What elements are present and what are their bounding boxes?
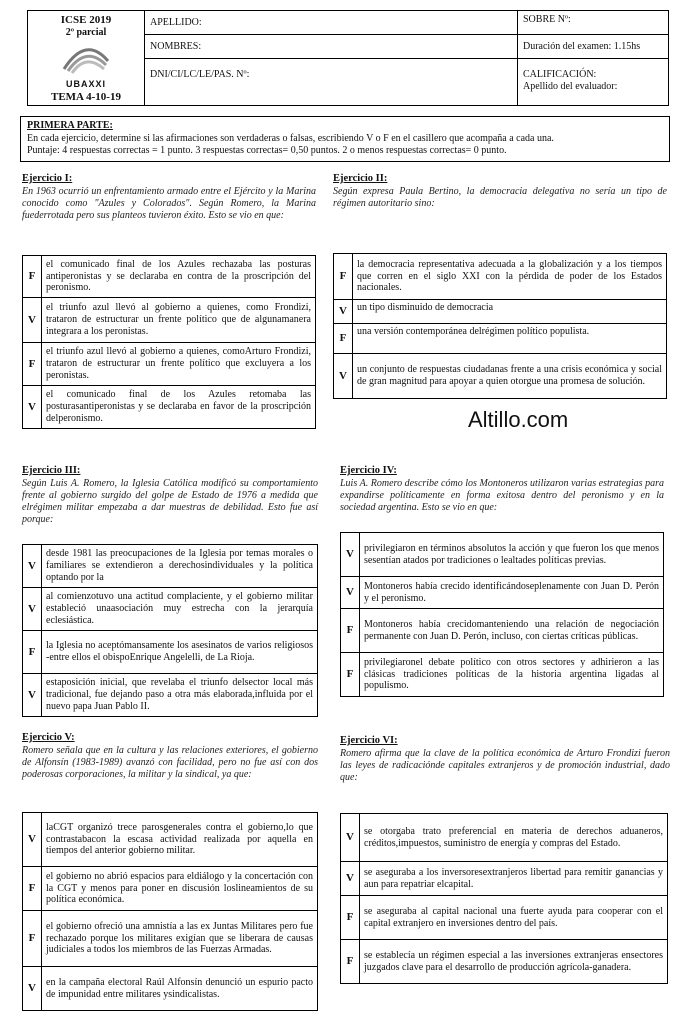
answer-cell[interactable]: F xyxy=(23,631,42,674)
tema-label: TEMA 4-10-19 xyxy=(51,90,121,103)
exercise-intro: Según expresa Paula Bertino, la democracia delegativa no sería un tipo de régimen autoritario sino: xyxy=(333,185,667,209)
exercise-5 xyxy=(22,732,318,781)
table-row xyxy=(334,324,667,354)
answer-cell[interactable]: F xyxy=(334,254,353,300)
answer-cell[interactable]: V xyxy=(334,354,353,399)
answer-cell[interactable]: V xyxy=(23,674,42,717)
statement-text: al comienzotuvo una actitud complaciente, y el gobierno militar estableció unaasociación muy estrecha con la jerarquía eclesiástica. xyxy=(42,588,318,631)
exercise-intro: Según Luis A. Romero, la Iglesia Católica modificó su comportamiento frente al gobierno surgido del golpe de Estado de 1976 a medida que elrégimen militar empezaba a dar muestras de debilidad. Esto fue así porque: xyxy=(22,477,318,526)
exercise-1-table xyxy=(22,255,316,429)
exercise-6-table xyxy=(340,813,668,984)
answer-cell[interactable]: V xyxy=(334,300,353,324)
answer-cell[interactable]: F xyxy=(341,940,360,984)
logo-cell xyxy=(27,10,145,106)
exercise-3-table xyxy=(22,544,318,717)
table-row xyxy=(23,343,316,386)
logo-text: UBAXXI xyxy=(65,79,106,90)
statement-text: laCGT organizó trece parosgenerales contra el gobierno,lo que contrastabacon la escasa actividad realizada por aquella en tiempos del anterior gobierno militar. xyxy=(42,813,318,867)
answer-cell[interactable]: F xyxy=(23,256,42,298)
statement-text: estaposición inicial, que revelaba el triunfo delsector local más tradicional, fue dejando paso a otra más elaborada,influida por el nuevo papa Juan Pablo II. xyxy=(42,674,318,717)
exercise-title: Ejercicio III: xyxy=(22,465,81,476)
statement-text: el gobierno ofreció una amnistía a las ex Juntas Militares pero fue rechazado porque los militares exigían que se liberara de causas judiciales a todos los miembros de las Fuerzas Armadas. xyxy=(42,911,318,967)
table-row xyxy=(341,577,664,609)
exercise-5-table xyxy=(22,812,318,1011)
statement-text: privilegiaron en términos absolutos la acción y que fueron los que menos sesentían atados por tradiciones o lealtades políticas previas. xyxy=(360,533,664,577)
statement-text: privilegiaronel debate político con otros sectores y adhirieron a las clásicas tradiciones políticas de la historia argentina ligadas al populismo. xyxy=(360,653,664,697)
answer-cell[interactable]: V xyxy=(341,533,360,577)
uba-logo-icon xyxy=(56,39,116,79)
answer-cell[interactable]: V xyxy=(23,298,42,343)
exercise-intro: En 1963 ocurrió un enfrentamiento armado entre el Ejército y la Marina conocido como "Azules y Colorados". Según Romero, la Marina fuederrotada pero sus planteos tuvieron éxito. Esto se vio en que: xyxy=(22,185,316,221)
table-row xyxy=(23,967,318,1011)
statement-text: el comunicado final de los Azules rechazaba las posturas antiperonistas y se declaraba en contra de la proscripción del peronismo. xyxy=(42,256,316,298)
table-row xyxy=(341,653,664,697)
table-row xyxy=(23,298,316,343)
exercise-intro: Luis A. Romero describe cómo los Montoneros utilizaron varias estrategias para expandirse políticamente en forma exitosa dentro del peronismo y en la sociedad argentina. Esto se vio en que: xyxy=(340,477,664,513)
statement-text: en la campaña electoral Raúl Alfonsín denunció un espurio pacto de impunidad entre militares ysindicalistas. xyxy=(42,967,318,1011)
table-row xyxy=(341,609,664,653)
answer-cell[interactable]: F xyxy=(341,609,360,653)
calificacion-label: CALIFICACIÓN: xyxy=(523,69,597,80)
statement-text: el triunfo azul llevó al gobierno a quienes, comoArturo Frondizi, trataron de estructurar un frente político que excluyera a los peronistas. xyxy=(42,343,316,386)
table-row xyxy=(334,300,667,324)
answer-cell[interactable]: V xyxy=(23,813,42,867)
answer-cell[interactable]: V xyxy=(23,967,42,1011)
statement-text: se establecía un régimen especial a las inversiones extranjeras ensectores juzgados clave para el desarrollo de producción agrícola-ganadera. xyxy=(360,940,668,984)
exam-name: ICSE 2019 xyxy=(60,14,112,26)
exercise-2-table xyxy=(333,253,667,399)
answer-cell[interactable]: F xyxy=(341,896,360,940)
table-row xyxy=(341,533,664,577)
exercise-intro: Romero señala que en la cultura y las relaciones exteriores, el gobierno de Alfonsín (1983-1989) avanzó con facilidad, pero no fue así con dos poderosas corporaciones, la militar y la sindical, ya que: xyxy=(22,744,318,780)
table-row xyxy=(23,813,318,867)
statement-text: el comunicado final de los Azules retomaba las posturasantiperonistas y se declaraba en favor de la proscripción delperonismo. xyxy=(42,386,316,429)
statement-text: se aseguraba a los inversoresextranjeros libertad para remitir ganancias y aun para repatriar elcapital. xyxy=(360,862,668,896)
answer-cell[interactable]: F xyxy=(334,324,353,354)
statement-text: la democracia representativa adecuada a la globalización y a los tiempos que corren en el siglo XXI con la pérdida de poder de los Estados nacionales. xyxy=(353,254,667,300)
exercise-title: Ejercicio V: xyxy=(22,732,75,743)
statement-text: desde 1981 las preocupaciones de la Iglesia por temas morales o familiares se extendieron a derechosindividuales y la política optando por la xyxy=(42,545,318,588)
sobre-field[interactable]: SOBRE Nº: xyxy=(517,10,669,35)
exercise-intro: Romero afirma que la clave de la política económica de Arturo Frondizi fueron las leyes de radicacióndе capitales extranjeros y de promoción industrial, dado que: xyxy=(340,747,670,783)
exercise-4-table xyxy=(340,532,664,697)
statement-text: una versión contemporánea delrégimen político populista. xyxy=(353,324,667,354)
table-row xyxy=(23,256,316,298)
answer-cell[interactable]: F xyxy=(23,343,42,386)
exercise-title: Ejercicio IV: xyxy=(340,465,397,476)
statement-text: el triunfo azul llevó al gobierno a quienes, como Frondizi, trataron de estructurar un frente político que de algunamanera integrara a los peronistas. xyxy=(42,298,316,343)
exercise-title: Ejercicio VI: xyxy=(340,735,398,746)
table-row xyxy=(341,896,668,940)
parcial-label: 2º parcial xyxy=(65,27,107,39)
watermark-text: Altillo.com xyxy=(468,407,569,432)
answer-cell[interactable]: V xyxy=(23,545,42,588)
calificacion-field[interactable] xyxy=(517,58,669,106)
apellido-field[interactable]: APELLIDO: xyxy=(144,10,518,35)
answer-cell[interactable]: V xyxy=(341,814,360,862)
statement-text: Montoneros había crecido identificándoseplenamente con Juan D. Perón y el peronismo. xyxy=(360,577,664,609)
table-row xyxy=(23,674,318,717)
exercise-title: Ejercicio I: xyxy=(22,173,73,184)
dni-field[interactable]: DNI/CI/LC/LE/PAS. Nº: xyxy=(144,58,518,106)
statement-text: se otorgaba trato preferencial en materia de derechos aduaneros, créditos,impuestos, suministro de energía y compras del Estado. xyxy=(360,814,668,862)
statement-text: Montoneros había crecidomanteniendo una relación de negociación permanente con Juan D. Perón, incluso, con ciertas críticas públicas. xyxy=(360,609,664,653)
table-row xyxy=(334,254,667,300)
duracion-label: Duración del examen: 1.15hs xyxy=(517,34,669,59)
exercise-1 xyxy=(22,173,316,222)
nombres-field[interactable]: NOMBRES: xyxy=(144,34,518,59)
answer-cell[interactable]: F xyxy=(341,653,360,697)
statement-text: un conjunto de respuestas ciudadanas frente a una crisis económica y social de gran magnitud para apoyar a quien otorgue una promesa de solución. xyxy=(353,354,667,399)
evaluador-label: Apellido del evaluador: xyxy=(523,81,618,92)
table-row xyxy=(23,867,318,911)
instructions-line-2: Puntaje: 4 respuestas correctas = 1 punto. 3 respuestas correctas= 0,50 puntos. 2 o menos respuestas correctas= 0 punto. xyxy=(27,145,507,156)
exercise-6 xyxy=(340,735,670,784)
instructions-title: PRIMERA PARTE: xyxy=(27,120,113,131)
table-row xyxy=(341,940,668,984)
table-row xyxy=(341,862,668,896)
table-row xyxy=(23,386,316,429)
header xyxy=(27,10,669,106)
table-row xyxy=(334,354,667,399)
table-row xyxy=(23,588,318,631)
answer-cell[interactable]: F xyxy=(23,911,42,967)
table-row xyxy=(23,631,318,674)
exercise-3 xyxy=(22,465,318,526)
exercise-title: Ejercicio II: xyxy=(333,173,388,184)
statement-text: un tipo disminuido de democracia xyxy=(353,300,667,324)
instructions-box xyxy=(20,116,670,162)
statement-text: se aseguraba al capital nacional una fuerte ayuda para cooperar con el capital extranjero en inversiones dentro del país. xyxy=(360,896,668,940)
statement-text: la Iglesia no aceptómansamente los asesinatos de varios religiosos -entre ellos el obispoEnrique Angelelli, de La Rioja. xyxy=(42,631,318,674)
table-row xyxy=(23,545,318,588)
answer-cell[interactable]: V xyxy=(341,577,360,609)
answer-cell[interactable]: V xyxy=(23,386,42,429)
statement-text: el gobierno no abrió espacios para eldiálogo y la concertación con la CGT y menos para poner en discusión loslineamientos de su política económica. xyxy=(42,867,318,911)
table-row xyxy=(341,814,668,862)
instructions-line-1: En cada ejercicio, determine si las afirmaciones son verdaderas o falsas, escribiendo V o F en el casillero que acompaña a cada una. xyxy=(27,132,554,144)
table-row xyxy=(23,911,318,967)
answer-cell[interactable]: V xyxy=(23,588,42,631)
answer-cell[interactable]: V xyxy=(341,862,360,896)
exercise-4 xyxy=(340,465,664,514)
answer-cell[interactable]: F xyxy=(23,867,42,911)
exercise-2 xyxy=(333,173,667,210)
